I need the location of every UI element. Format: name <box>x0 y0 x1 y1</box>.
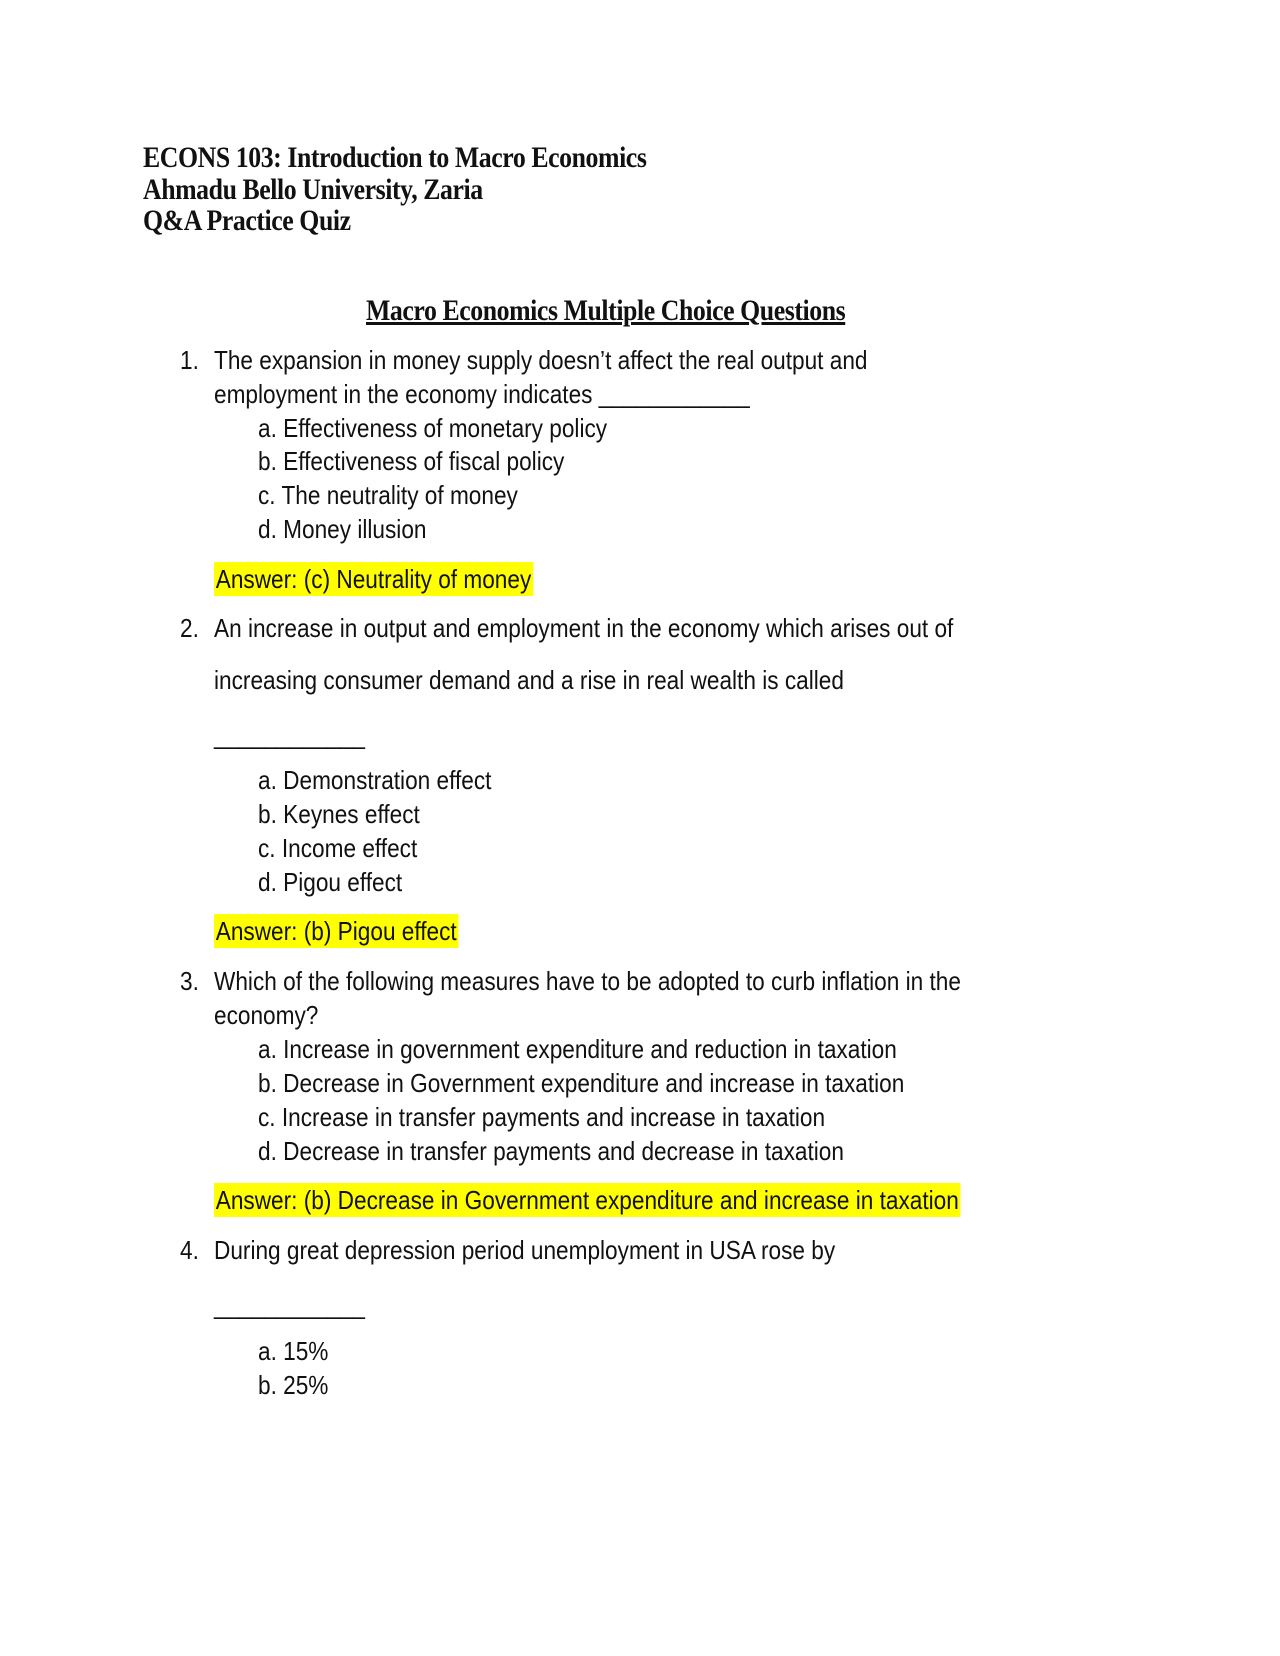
answer-blank: ____________ <box>214 720 365 750</box>
option: c. Income effect <box>258 833 418 863</box>
question-text: During great depression period unemployment in USA rose by <box>214 1235 836 1265</box>
section-title-text: Macro Economics Multiple Choice Questions <box>366 294 846 327</box>
question-text: Which of the following measures have to be adopted to curb inflation in the <box>214 966 961 996</box>
option: b. Decrease in Government expenditure and increase in taxation <box>258 1068 905 1098</box>
course-title: ECONS 103: Introduction to Macro Economics <box>143 141 647 174</box>
option: c. The neutrality of money <box>258 480 518 510</box>
question-text: employment in the economy indicates ____________ <box>214 379 750 409</box>
question-text: An increase in output and employment in the economy which arises out of <box>214 613 954 643</box>
answer-blank: ____________ <box>214 1290 365 1320</box>
question-number: 3. <box>180 966 199 996</box>
answer-highlight: Answer: (c) Neutrality of money <box>215 564 532 594</box>
option: a. Demonstration effect <box>258 765 492 795</box>
answer-highlight: Answer: (b) Decrease in Government expenditure and increase in taxation <box>215 1185 959 1215</box>
section-title <box>0 294 1212 328</box>
answer-highlight: Answer: (b) Pigou effect <box>215 916 457 946</box>
option: b. 25% <box>258 1370 329 1400</box>
option: d. Money illusion <box>258 514 427 544</box>
quiz-subtitle: Q&A Practice Quiz <box>143 204 351 237</box>
question-text: increasing consumer demand and a rise in real wealth is called <box>214 665 844 695</box>
option: d. Pigou effect <box>258 867 403 897</box>
question-number: 2. <box>180 613 199 643</box>
option: d. Decrease in transfer payments and decrease in taxation <box>258 1136 844 1166</box>
question-number: 4. <box>180 1235 199 1265</box>
question-text: economy? <box>214 1000 319 1030</box>
option: b. Effectiveness of fiscal policy <box>258 446 565 476</box>
question-text: The expansion in money supply doesn’t affect the real output and <box>214 345 868 375</box>
option: a. Effectiveness of monetary policy <box>258 413 608 443</box>
question-number: 1. <box>180 345 199 375</box>
option: b. Keynes effect <box>258 799 420 829</box>
option: a. 15% <box>258 1336 329 1366</box>
option: c. Increase in transfer payments and increase in taxation <box>258 1102 826 1132</box>
university-name: Ahmadu Bello University, Zaria <box>143 173 483 206</box>
option: a. Increase in government expenditure and reduction in taxation <box>258 1034 897 1064</box>
